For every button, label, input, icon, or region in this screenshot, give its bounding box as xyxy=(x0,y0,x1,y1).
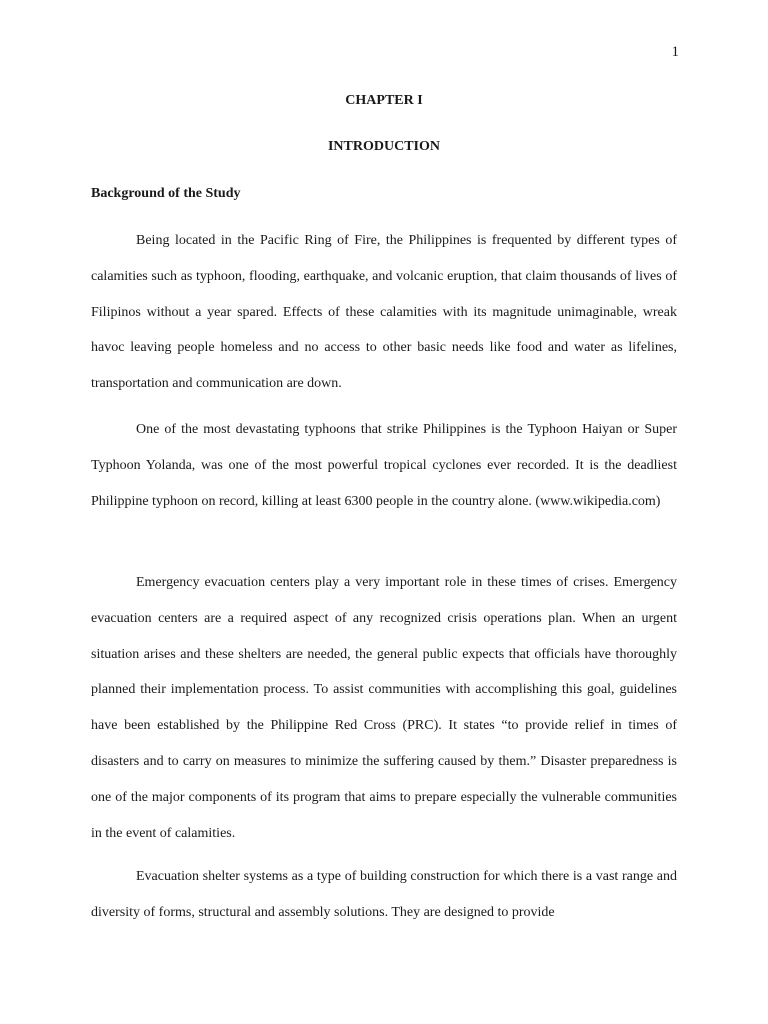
paragraph-text: Emergency evacuation centers play a very important role in these times of crises. Emergency evacuation centers are a required aspect of any recognized crisis operations plan. When an urgent situation arises and these shelters are needed, the general public expects that officials have thoroughly planned their implementation process. To assist communities with accomplishing this goal, guidelines have been established by the Philippine Red Cross (PRC). It states “to provide relief in times of disasters and to carry on measures to minimize the suffering caused by them.” Disaster preparedness is one of the major components of its program that aims to prepare especially the vulnerable communities in the event of calamities. xyxy=(91,575,677,841)
paragraph-text: Evacuation shelter systems as a type of building construction for which there is a vast range and diversity of forms, structural and assembly solutions. They are designed to provide xyxy=(91,869,677,920)
page-number: 1 xyxy=(671,44,679,60)
chapter-title xyxy=(0,93,768,109)
paragraph-3 xyxy=(91,565,677,851)
section-heading: Background of the Study xyxy=(91,186,241,201)
paragraph-text: One of the most devastating typhoons that strike Philippines is the Typhoon Haiyan or Super Typhoon Yolanda, was one of the most powerful tropical cyclones ever recorded. It is the deadliest Philippine typhoon on record, killing at least 6300 people in the country alone. (www.wikipedia.com) xyxy=(91,422,677,509)
paragraph-2 xyxy=(91,412,677,519)
paragraph-4 xyxy=(91,859,677,931)
paragraph-1 xyxy=(91,223,677,402)
chapter-title-text: CHAPTER I xyxy=(345,93,423,108)
chapter-subtitle: INTRODUCTION xyxy=(327,139,440,154)
paragraph-text: Being located in the Pacific Ring of Fire, the Philippines is frequented by different types of calamities such as typhoon, flooding, earthquake, and volcanic eruption, that claim thousands of lives of Filipinos without a year spared. Effects of these calamities with its magnitude unimaginable, wreak havoc leaving people homeless and no access to other basic needs like food and water as lifelines, transportation and communication are down. xyxy=(91,233,677,392)
